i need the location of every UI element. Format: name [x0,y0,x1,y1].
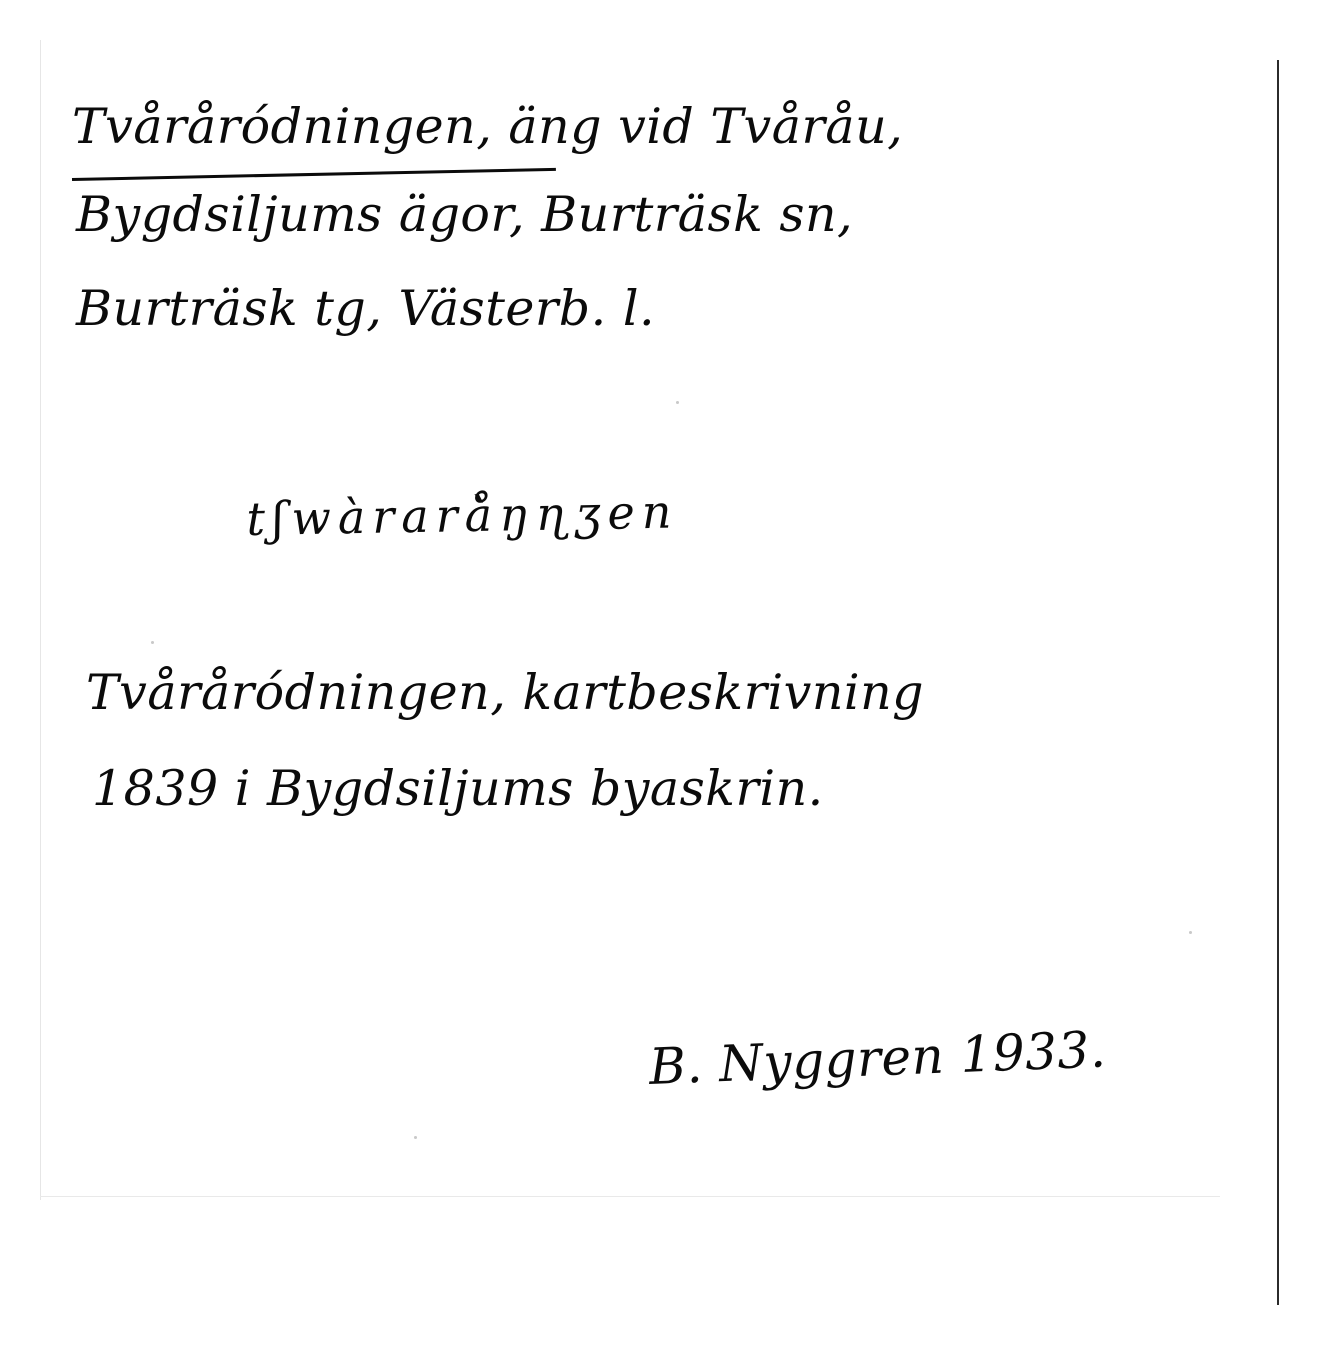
headword-underline [72,168,556,181]
note-line-2: 1839 i Bygdsiljums byaskrin. [92,760,824,817]
heading-line-2: Bygdsiljums ägor, Burträsk sn, [76,186,854,243]
card-right-edge [1277,60,1279,1305]
card-left-edge [40,40,41,1200]
scan-speck [414,1136,417,1139]
phonetic-transcription: tʃwàrarå̀ŋɳʒen [246,484,679,546]
note-line-1: Tvåråródningen, kartbeskrivning [86,664,925,721]
card-bottom-edge [40,1196,1220,1197]
scan-speck [1189,931,1192,934]
signature-and-year: B. Nyggren 1933. [648,1020,1108,1096]
heading-line-3: Burträsk tg, Västerb. l. [76,280,656,337]
scan-speck [676,401,679,404]
heading-line-1: Tvåråródningen, äng vid Tvåråu, [72,98,904,155]
scan-speck [151,641,154,644]
